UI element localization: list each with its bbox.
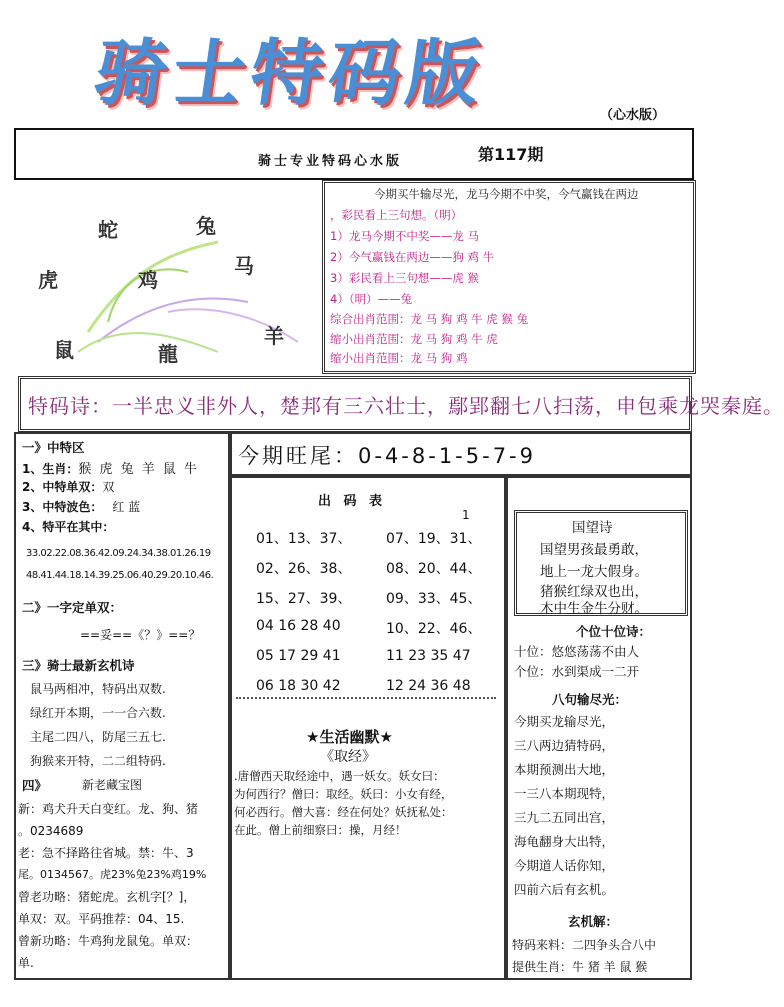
humor-line: 在此。僧上前细察曰：操，月经！	[234, 823, 407, 837]
digit-poem-title: 个位十位诗：	[576, 624, 652, 639]
digit-poem-line: 十位：悠悠荡荡不由人	[514, 644, 640, 659]
list-item	[22, 478, 114, 495]
eight-lines-line: 三九二五同出宫，	[514, 810, 615, 825]
section-title: 二》一字定单双：	[22, 600, 123, 615]
digit-poem-line: 个位：水到渠成一二开	[514, 664, 640, 679]
list-item	[22, 498, 140, 515]
section-title: 三》骑士最新玄机诗	[22, 658, 135, 673]
tema-poem: 特码诗：一半忠义非外人，楚邦有三六壮士，鄢郢翻七八扫荡，申包乘龙哭秦庭。	[28, 394, 784, 418]
zodiac-snake: 蛇	[98, 218, 118, 242]
table-marker: 1	[462, 508, 470, 522]
issue-number: 第117期	[478, 145, 544, 164]
poem-line: 1）龙马今期不中奖——龙 马	[330, 229, 479, 243]
treasure-line: 尾。0134567。虎23%兔23%鸡19%	[18, 868, 207, 881]
section-title: 新老藏宝图	[82, 778, 143, 792]
table-cell: 04 16 28 40	[256, 618, 341, 634]
treasure-line: 单.	[18, 956, 34, 970]
table-cell: 05 17 29 41	[256, 648, 341, 664]
humor-line: 何必西行。僧大喜：经在何处？妖抚私处：	[234, 805, 453, 819]
guowang-title: 国望诗	[572, 520, 613, 536]
treasure-line: 新：鸡犬升天白变红。龙、狗、猪	[18, 802, 199, 816]
poem-line: ，彩民看上三句想。（明）	[330, 208, 463, 222]
humor-line: 为何西行？僧曰：取经。妖曰：小女有经，	[234, 787, 453, 801]
eight-lines-line: 三八两边猜特码，	[514, 738, 615, 753]
eight-lines-line: 今期买龙输尽光，	[514, 714, 615, 729]
lucky-tail: 今期旺尾：0-4-8-1-5-7-9	[238, 444, 536, 468]
item-key: 4、特平在其中：	[22, 520, 115, 534]
poem-line: 今期买牛输尽光，龙马今期不中奖，今气赢钱在两边	[374, 187, 639, 201]
xuanji-title: 玄机解：	[568, 914, 619, 929]
divider	[236, 697, 496, 699]
table-cell: 02、26、38、	[256, 561, 352, 577]
zodiac-dragon: 龍	[158, 342, 178, 366]
list-item	[22, 458, 199, 477]
guowang-line: 木中生金牛分财。	[540, 601, 648, 617]
treasure-line: 曾新功略：牛鸡狗龙鼠兔。单双：	[18, 934, 199, 948]
guowang-line: 地上一龙大假身。	[540, 564, 648, 580]
edition-label: （心水版）	[600, 108, 666, 123]
treasure-line: 曾老功略：猪蛇虎。玄机字[？]，	[18, 890, 196, 904]
humor-line: .唐僧西天取经途中，遇一妖女。妖女曰：	[234, 769, 445, 783]
item-key: 1、生肖：	[22, 462, 79, 476]
poem-line: 2）今气赢钱在两边——狗 鸡 牛	[330, 250, 495, 264]
zodiac-rooster: 鸡	[138, 268, 158, 292]
banner-text: 骑士专业特码心水版	[258, 154, 403, 169]
item-value: 猴 虎 兔 羊 鼠 牛	[78, 462, 200, 477]
table-cell: 10、22、46、	[386, 621, 482, 637]
table-cell: 12 24 36 48	[386, 678, 471, 694]
poem-line: 3）彩民看上三句想——虎 猴	[330, 271, 479, 285]
eight-lines-title: 八句输尽光：	[552, 692, 628, 707]
treasure-line: 单双：双。平码推荐：04、15.	[18, 912, 185, 926]
zodiac-goat: 羊	[264, 324, 284, 348]
zodiac-horse: 马	[234, 254, 254, 278]
table-cell: 07、19、31、	[386, 531, 482, 547]
poem-line: 综合出肖范围：龙 马 狗 鸡 牛 虎 猴 兔	[330, 312, 529, 326]
item-key: 3、中特波色：	[22, 500, 103, 514]
zodiac-rabbit: 兔	[196, 214, 216, 238]
item-value: 双	[102, 480, 115, 494]
eight-lines-line: 本期预测出大地，	[514, 762, 615, 777]
poem-line: 绿红开本期，一一合六数.	[30, 706, 166, 720]
poem-line: 主尾二四八，防尾三五七.	[30, 730, 166, 744]
treasure-line: 老：急不择路往省城。禁：牛、3	[18, 846, 194, 860]
zodiac-rat: 鼠	[54, 338, 74, 362]
section-title: 一》中特区	[22, 440, 85, 455]
eight-lines-line: 今期道人话你知，	[514, 858, 615, 873]
section-label: 四》	[22, 778, 48, 793]
poem-line: 4）（明）——兔	[330, 292, 413, 306]
item-value: 红 蓝	[112, 500, 141, 514]
guowang-line: 国望男孩最勇敢，	[540, 542, 648, 558]
table-cell: 08、20、44、	[386, 561, 482, 577]
poem-line: 缩小出肖范围：龙 马 狗 鸡	[330, 351, 468, 365]
zodiac-tiger: 虎	[38, 268, 58, 292]
poem-line: 鼠马两相冲，特码出双数.	[30, 682, 166, 696]
xuanji-line: 特码来料：二四争头合八中	[512, 938, 657, 952]
table-cell: 15、27、39、	[256, 591, 352, 607]
number-list: 33.02.22.08.36.42.09.24.34.38.01.26.19	[26, 548, 211, 559]
humor-title: ★生活幽默★	[306, 728, 393, 746]
item-key: 2、中特单双：	[22, 480, 103, 494]
table-cell: 09、33、45、	[386, 591, 482, 607]
number-list: 48.41.44.18.14.39.25.06.40.29.20.10.46.	[26, 570, 214, 581]
poem-line: 狗猴来开特，二二组特码.	[30, 754, 166, 768]
page-title: 骑士特码版	[89, 30, 492, 115]
eight-lines-line: 四前六后有玄机。	[514, 882, 615, 897]
table-cell: 06 18 30 42	[256, 678, 341, 694]
eight-lines-line: 一三八本期现特，	[514, 786, 615, 801]
table-cell: 01、13、37、	[256, 531, 352, 547]
eight-lines-line: 海龟翻身大出特，	[514, 834, 615, 849]
xuanji-line: 提供生肖：牛 猪 羊 鼠 猴	[512, 960, 648, 974]
guowang-line: 猪猴红绿双也出，	[540, 584, 648, 600]
single-double-text: ==妥==《？》==？	[80, 628, 201, 642]
humor-subtitle: 《取经》	[320, 749, 376, 765]
table-title: 出 码 表	[318, 494, 387, 509]
poem-line: 缩小出肖范围：龙 马 狗 鸡 牛 虎	[330, 332, 498, 346]
list-item	[22, 518, 114, 535]
treasure-line: 。0234689	[18, 824, 84, 838]
table-cell: 11 23 35 47	[386, 648, 471, 664]
